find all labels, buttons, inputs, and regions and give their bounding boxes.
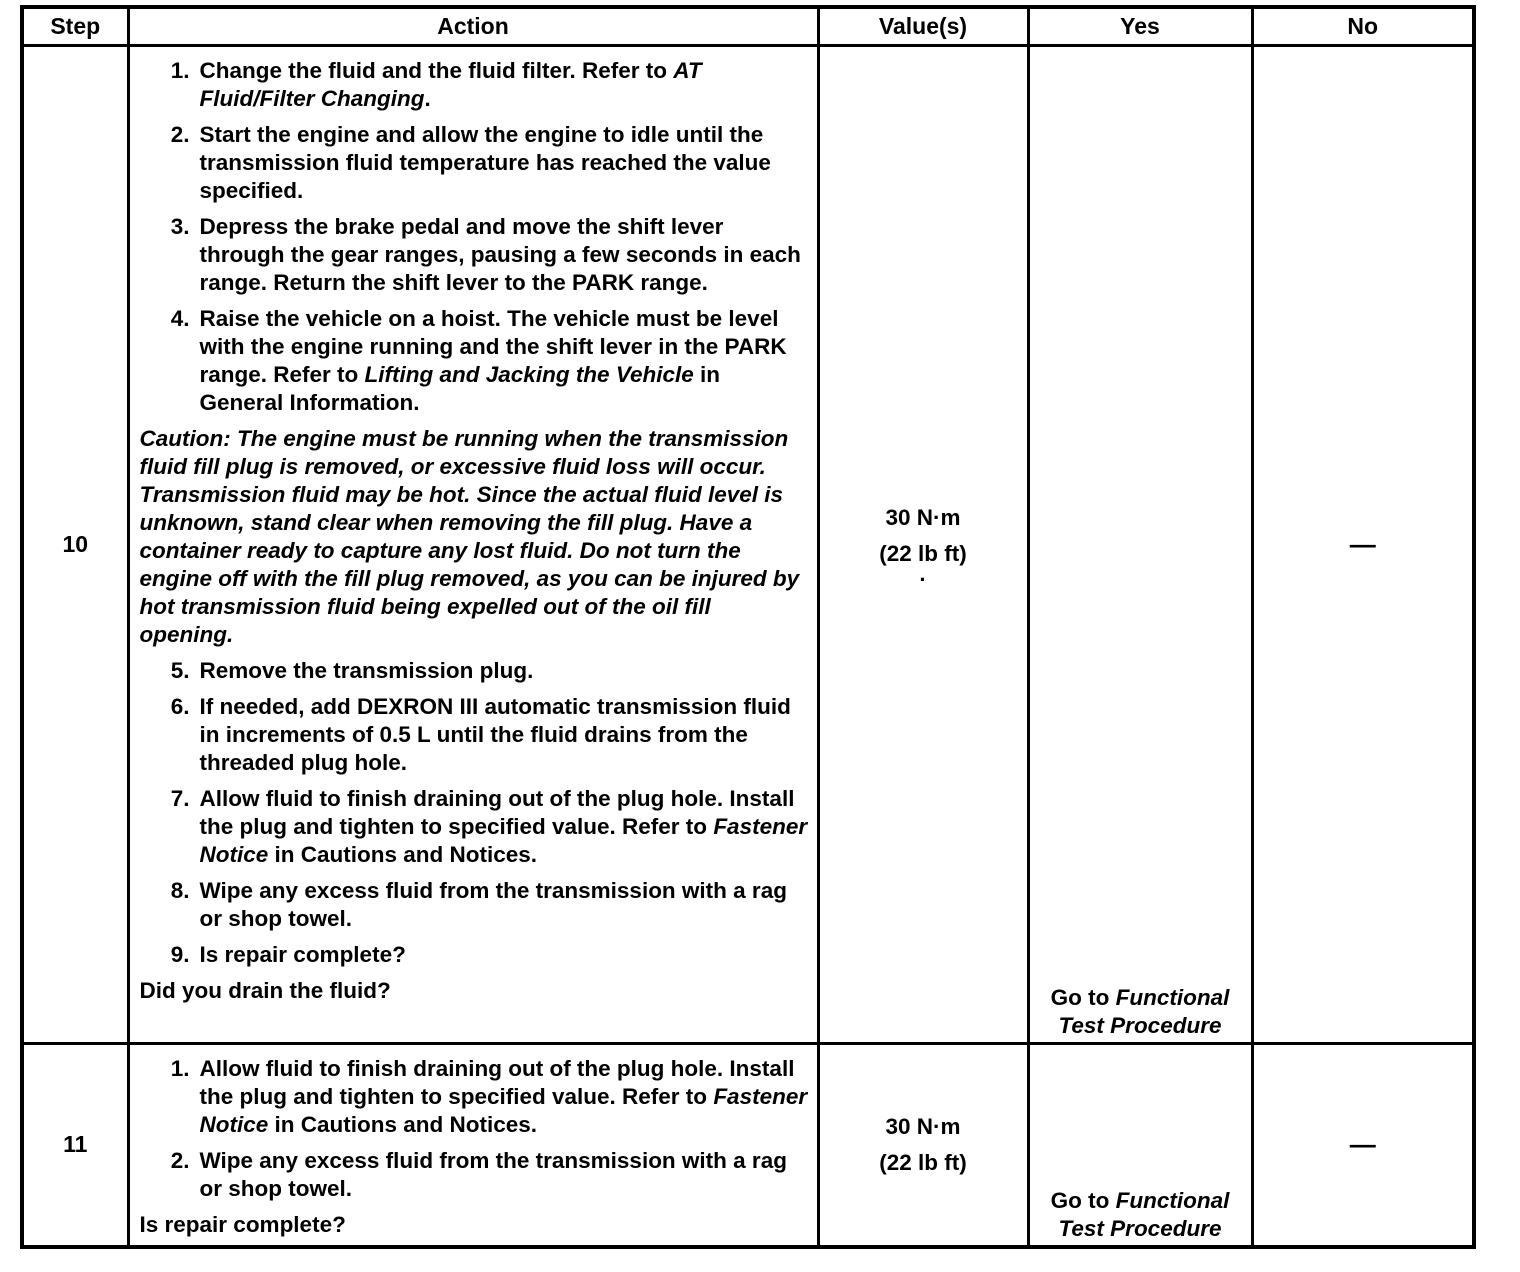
- list-item: 5. Remove the transmission plug.: [170, 657, 534, 683]
- step-number: 11: [22, 1043, 128, 1247]
- reference-link: Lifting and Jacking the Vehicle: [364, 361, 694, 387]
- torque-metric: 30 N·m: [885, 505, 961, 530]
- list-item: 1. Change the fluid and the fluid filter. Refer to AT Fluid/Filter Changing.: [170, 57, 702, 111]
- list-item: 8. Wipe any excess fluid from the transmission with a rag or shop towel.: [170, 877, 787, 931]
- caution-note: Caution: The engine must be running when the transmission fluid fill plug is removed, or excessive fluid loss will occur. Transmission fluid may be hot. Since the actual fluid level is unknown, stand clear when removing the fill plug. Have a container ready to capture any lost fluid. Do not turn the engine off with the fill plug removed, as you can be injured by hot transmission fluid being expelled out of the oil fill opening.: [139, 425, 800, 647]
- list-item: 6. If needed, add DEXRON III automatic transmission fluid in increments of 0.5 L until the fluid drains from the threaded plug hole.: [170, 693, 791, 775]
- decision-question: Did you drain the fluid?: [139, 977, 391, 1003]
- reference-link: AT Fluid/Filter Changing: [199, 57, 702, 111]
- no-cell: —: [1252, 1043, 1474, 1247]
- table-row-step-11: [22, 1043, 1474, 1247]
- list-item: 4. Raise the vehicle on a hoist. The vehicle must be level with the engine running and the shift lever in the PARK range. Refer to Lifting and Jacking the Vehicle in General Information.: [170, 305, 787, 415]
- value-cell: [818, 1043, 1028, 1247]
- value-cell: [818, 45, 1028, 1043]
- diagnostic-table: [20, 5, 1476, 1249]
- action-cell: [128, 1043, 818, 1247]
- functional-test-procedure-link[interactable]: Functional Test Procedure: [1058, 1188, 1230, 1241]
- no-cell: —: [1252, 45, 1474, 1043]
- yes-cell: [1028, 1043, 1252, 1247]
- action-cell: [128, 45, 818, 1043]
- list-item: 1. Allow fluid to finish draining out of the plug hole. Install the plug and tighten to specified value. Refer to Fastener Notice in Cautions and Notices.: [170, 1055, 808, 1137]
- action-steps-list: [140, 1055, 809, 1203]
- header-values: Value(s): [818, 7, 1028, 45]
- torque-imperial: (22 lb ft): [879, 1149, 967, 1175]
- list-item: 7. Allow fluid to finish draining out of the plug hole. Install the plug and tighten to specified value. Refer to Fastener Notice in Cautions and Notices.: [170, 785, 808, 867]
- value-mark: ·: [919, 567, 927, 592]
- reference-link: Fastener Notice: [199, 813, 808, 867]
- header-yes: Yes: [1028, 7, 1252, 45]
- torque-imperial: (22 lb ft): [879, 541, 967, 566]
- yes-cell: [1028, 45, 1252, 1043]
- list-item: 9. Is repair complete?: [170, 941, 406, 967]
- action-steps-list-continued: [140, 657, 809, 969]
- list-item: 2. Start the engine and allow the engine to idle until the transmission fluid temperature has reached the value specified.: [170, 121, 771, 203]
- header-step: Step: [22, 7, 128, 45]
- reference-link: Fastener Notice: [199, 1083, 808, 1137]
- diagnostic-table-sheet: [20, 5, 1472, 1249]
- table-row-step-10: [22, 45, 1474, 1043]
- list-item: 2. Wipe any excess fluid from the transmission with a rag or shop towel.: [170, 1147, 787, 1201]
- torque-metric: 30 N·m: [885, 1113, 961, 1139]
- header-action: Action: [128, 7, 818, 45]
- list-item: 3. Depress the brake pedal and move the shift lever through the gear ranges, pausing a few seconds in each range. Return the shift lever to the PARK range.: [170, 213, 801, 295]
- yes-prefix: Go to: [1050, 984, 1116, 1010]
- step-number: 10: [22, 45, 128, 1043]
- decision-question: Is repair complete?: [139, 1211, 346, 1237]
- action-steps-list: [140, 57, 809, 417]
- header-no: No: [1252, 7, 1474, 45]
- functional-test-procedure-link[interactable]: Functional Test Procedure: [1058, 984, 1230, 1038]
- yes-prefix: Go to: [1050, 1188, 1116, 1213]
- header-row: [22, 7, 1474, 45]
